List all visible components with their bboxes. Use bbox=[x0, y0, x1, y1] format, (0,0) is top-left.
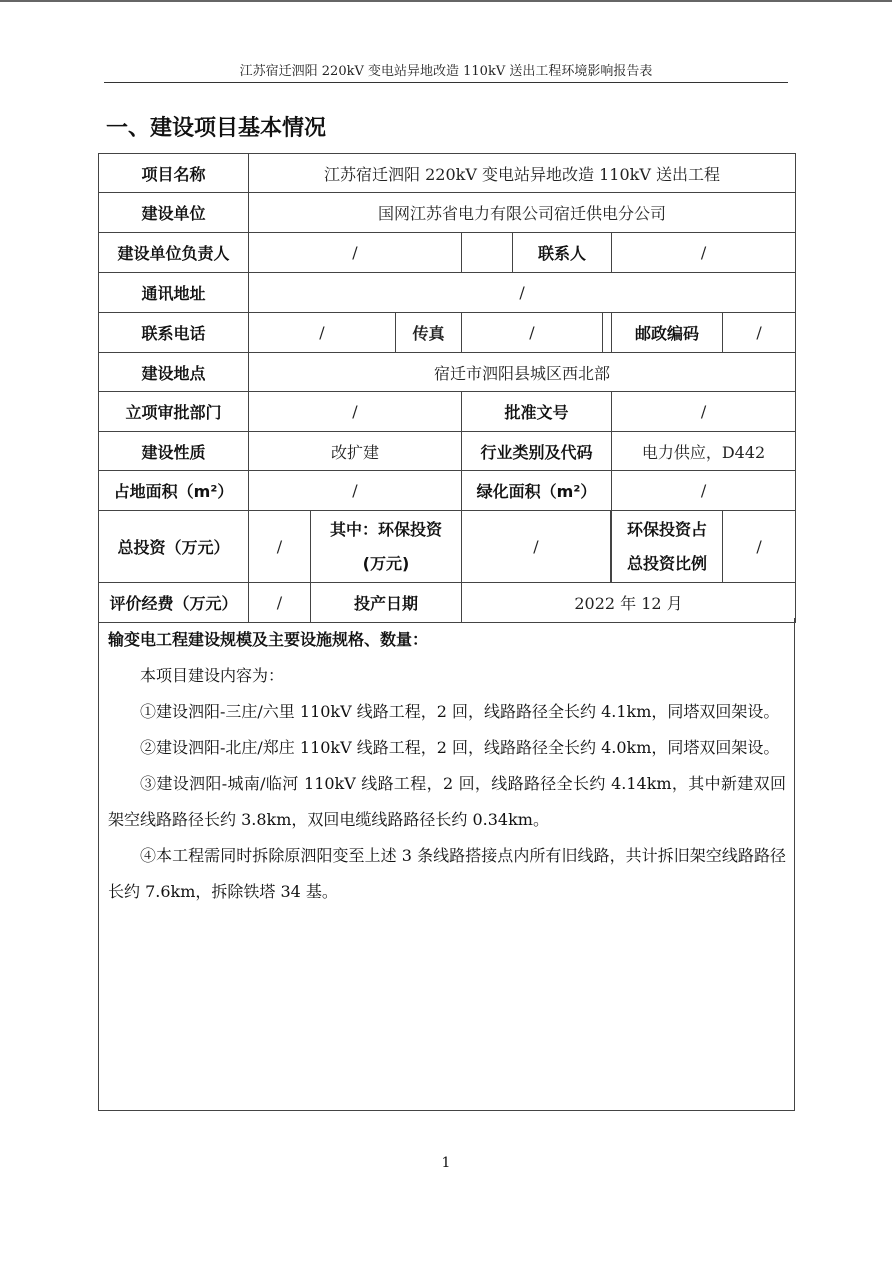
page-header: 江苏宿迁泗阳 220kV 变电站异地改造 110kV 送出工程环境影响报告表 bbox=[104, 62, 788, 83]
fax-label: 传真 bbox=[412, 324, 445, 343]
leader-value: / bbox=[249, 233, 462, 273]
scope-item: ④本工程需同时拆除原泗阳变至上述 3 条线路搭接点内所有旧线路，共计拆旧架空线路路径长约 7.6km，拆除铁塔 34 基。 bbox=[108, 846, 786, 901]
approval-no-value: / bbox=[612, 392, 796, 432]
green-label: 绿化面积（m²） bbox=[462, 471, 612, 511]
approval-no-label: 批准文号 bbox=[462, 392, 612, 432]
total-invest-value: / bbox=[249, 511, 311, 583]
fax-cell bbox=[462, 313, 612, 353]
fax-value: / bbox=[462, 313, 603, 352]
green-value: / bbox=[612, 471, 796, 511]
scope-intro: 本项目建设内容为： bbox=[140, 666, 285, 685]
table-row bbox=[99, 471, 796, 511]
scope-item: ③建设泗阳-城南/临河 110kV 线路工程，2 回，线路路径全长约 4.14km，其中新建双回架空线路路径长约 3.8km，双回电缆线路路径长约 0.34km。 bbox=[108, 774, 786, 829]
env-ratio-label-line1: 环保投资占 bbox=[626, 519, 707, 539]
scope-item: ①建设泗阳-三庄/六里 110kV 线路工程，2 回，线路路径全长约 4.1km，同塔双回架设。 bbox=[140, 702, 780, 721]
construction-scope-section bbox=[98, 618, 795, 1111]
project-name-value: 江苏宿迁泗阳 220kV 变电站异地改造 110kV 送出工程 bbox=[249, 154, 796, 193]
postcode-value: / bbox=[723, 313, 796, 353]
page-number: 1 bbox=[441, 1155, 451, 1171]
location-value: 宿迁市泗阳县城区西北部 bbox=[249, 353, 796, 392]
area-label: 占地面积（m²） bbox=[99, 471, 249, 511]
start-date-label: 投产日期 bbox=[311, 583, 462, 623]
env-ratio-label bbox=[612, 511, 723, 583]
industry-label: 行业类别及代码 bbox=[462, 432, 612, 471]
address-label: 通讯地址 bbox=[99, 273, 249, 313]
phone-cell bbox=[249, 313, 462, 353]
phone-label: 联系电话 bbox=[99, 313, 249, 353]
top-border-line bbox=[0, 0, 892, 2]
contact-label-text: 联系人 bbox=[512, 233, 611, 272]
env-invest-cell bbox=[462, 511, 612, 583]
env-invest-label-line1: 其中：环保投资 bbox=[329, 519, 442, 539]
total-invest-label: 总投资（万元） bbox=[99, 511, 249, 583]
table-row bbox=[99, 432, 796, 471]
builder-label: 建设单位 bbox=[99, 193, 249, 233]
contact-value: / bbox=[612, 233, 796, 273]
table-row bbox=[99, 154, 796, 193]
table-row bbox=[99, 353, 796, 392]
contact-label bbox=[462, 233, 612, 273]
approval-dept-value: / bbox=[249, 392, 462, 432]
industry-value: 电力供应，D442 bbox=[612, 432, 796, 471]
postcode-label: 邮政编码 bbox=[612, 313, 723, 353]
env-invest-value: / bbox=[462, 511, 611, 582]
eval-fee-value: / bbox=[249, 583, 311, 623]
env-invest-label-line2: (万元) bbox=[362, 553, 410, 573]
scope-item: ②建设泗阳-北庄/郑庄 110kV 线路工程，2 回，线路路径全长约 4.0km，同塔双回架设。 bbox=[140, 738, 780, 757]
builder-value: 国网江苏省电力有限公司宿迁供电分公司 bbox=[249, 193, 796, 233]
table-row bbox=[99, 392, 796, 432]
table-row bbox=[99, 583, 796, 623]
project-info-table bbox=[98, 153, 796, 623]
eval-fee-label: 评价经费（万元） bbox=[99, 583, 249, 623]
nature-value: 改扩建 bbox=[249, 432, 462, 471]
project-name-label: 项目名称 bbox=[99, 154, 249, 193]
env-invest-label bbox=[311, 511, 462, 583]
address-value: / bbox=[249, 273, 796, 313]
phone-value: / bbox=[249, 313, 396, 352]
table-row bbox=[99, 273, 796, 313]
env-ratio-label-line2: 总投资比例 bbox=[626, 553, 707, 573]
leader-label: 建设单位负责人 bbox=[99, 233, 249, 273]
start-date-value: 2022 年 12 月 bbox=[462, 583, 796, 623]
table-row bbox=[99, 511, 796, 583]
area-value: / bbox=[249, 471, 462, 511]
env-ratio-value: / bbox=[723, 511, 796, 583]
nature-label: 建设性质 bbox=[99, 432, 249, 471]
table-row bbox=[99, 233, 796, 273]
section-title: 一、建设项目基本情况 bbox=[106, 116, 327, 141]
scope-title: 输变电工程建设规模及主要设施规格、数量： bbox=[108, 630, 429, 649]
approval-dept-label: 立项审批部门 bbox=[99, 392, 249, 432]
table-row bbox=[99, 313, 796, 353]
table-row bbox=[99, 193, 796, 233]
location-label: 建设地点 bbox=[99, 353, 249, 392]
